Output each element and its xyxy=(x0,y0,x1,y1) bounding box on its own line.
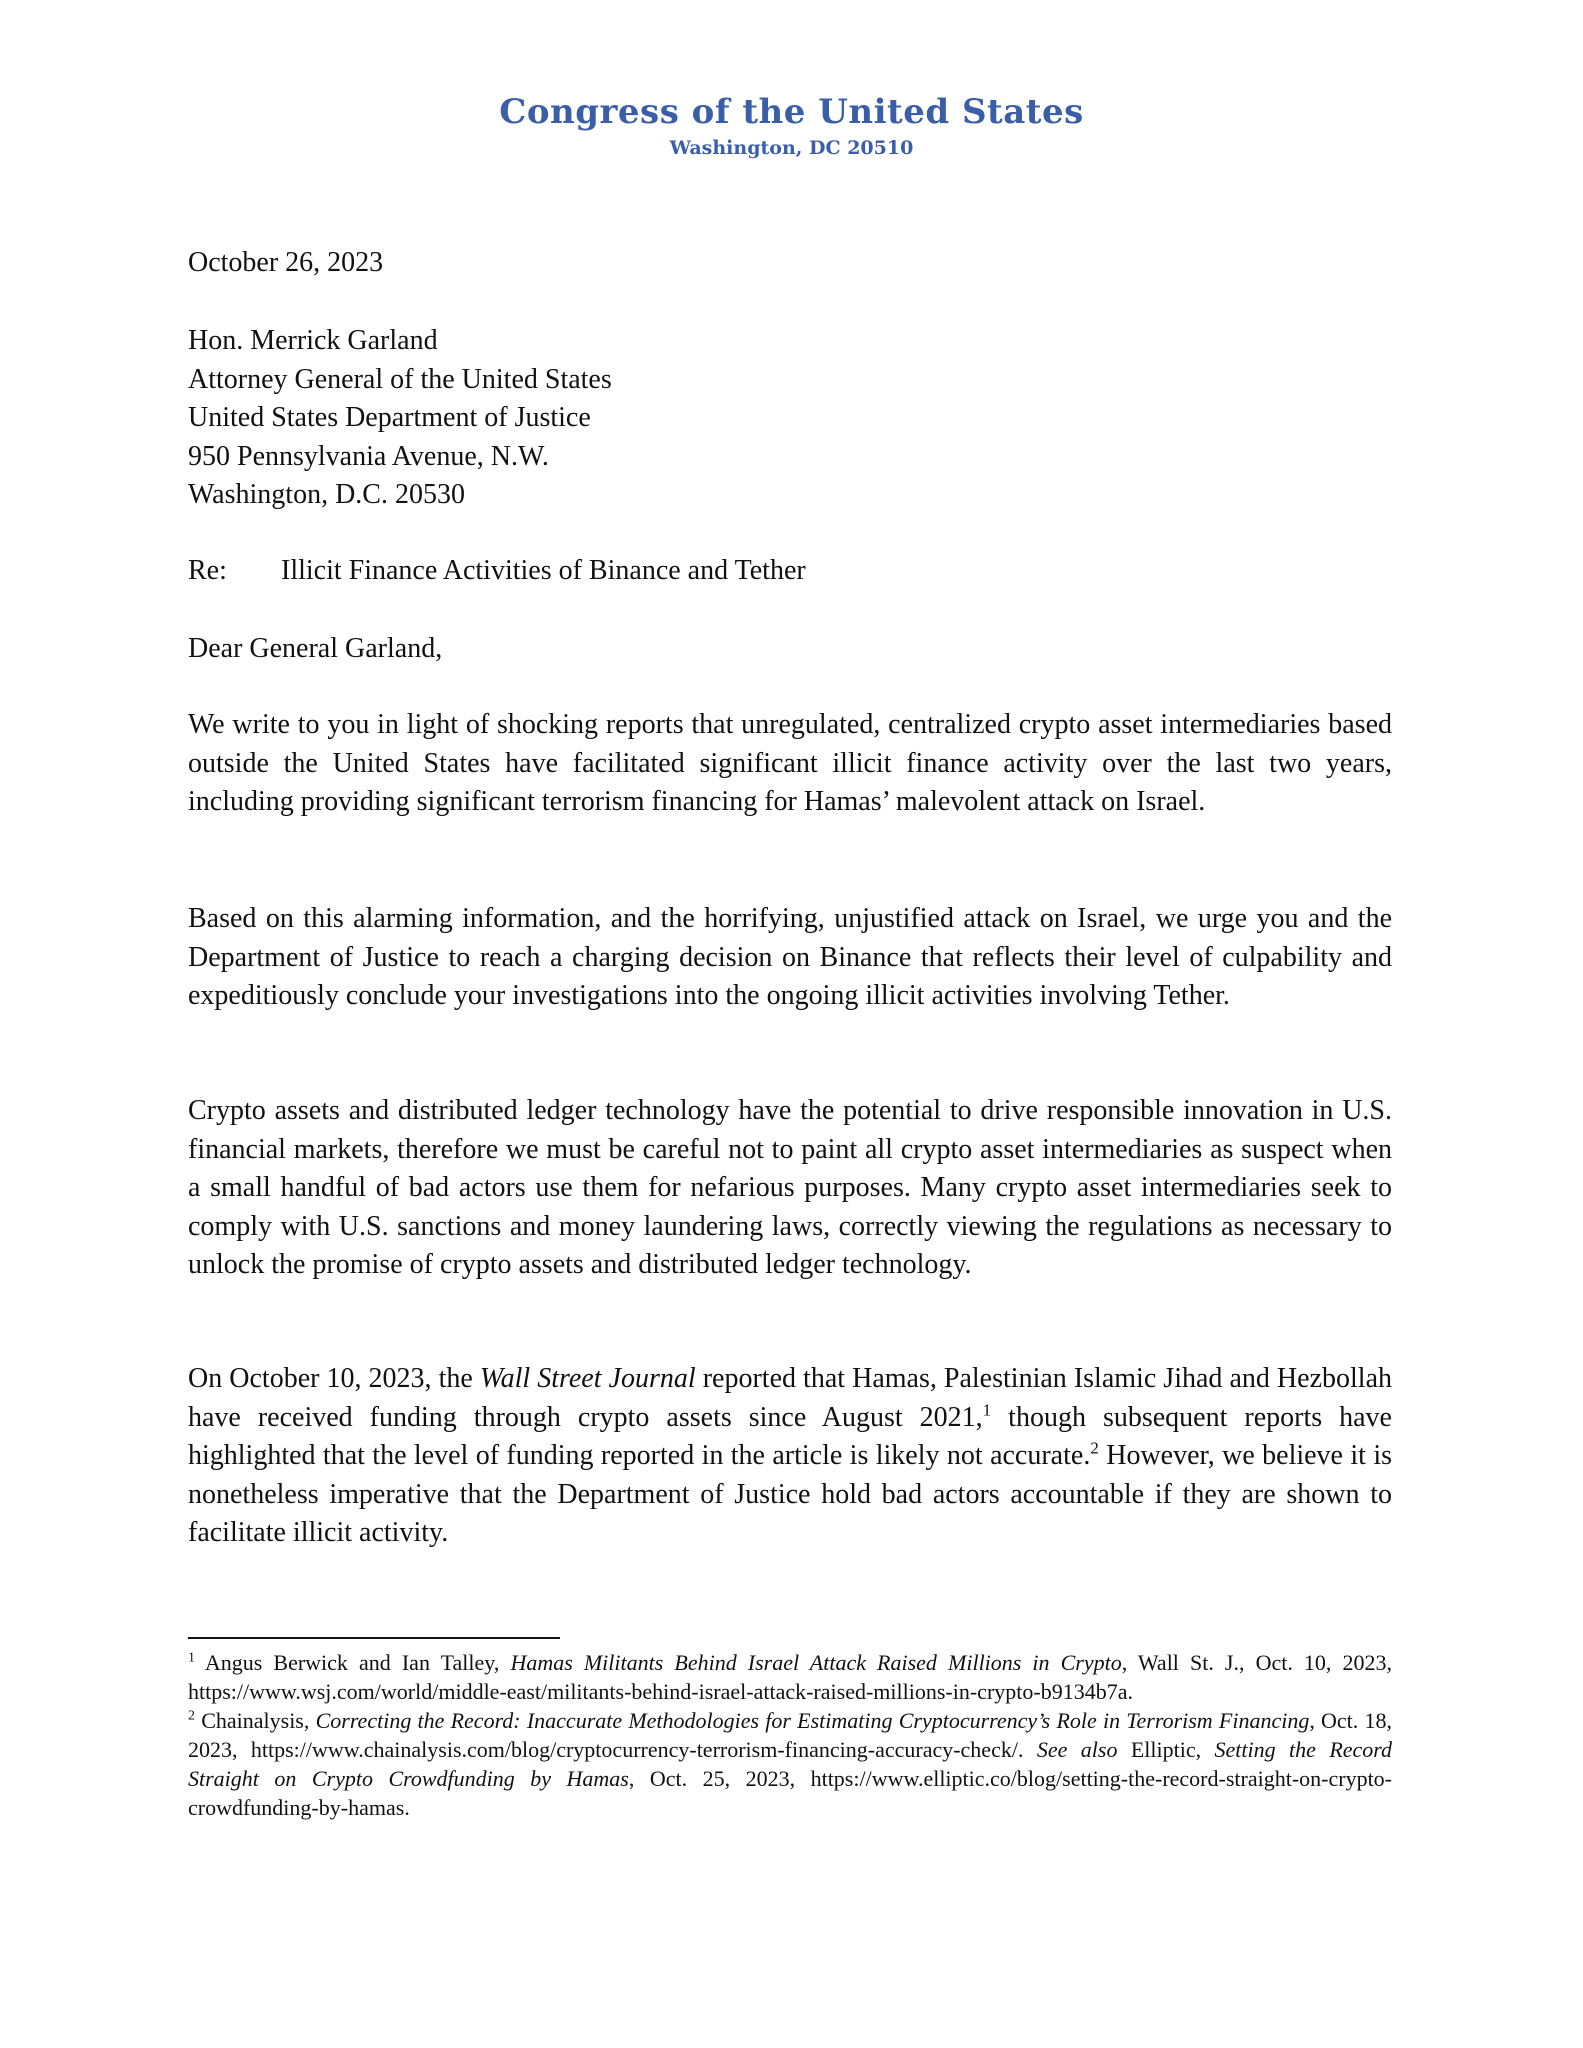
body-paragraph-4 xyxy=(188,1360,1392,1553)
footnote-2 xyxy=(188,1706,1392,1822)
footnote-title: Correcting the Record: Inaccurate Methodologies for Estimating Cryptocurrency’s Role in Terrorism Financing xyxy=(315,1708,1310,1733)
footnote-author: Chainalysis, xyxy=(195,1708,316,1733)
footnote-divider xyxy=(188,1637,560,1639)
footnote-details-2: , Oct. 25, 2023, https://www.elliptic.co/blog/setting-the-record-straight-on-crypto-crowdfunding-by-hamas. xyxy=(188,1766,1393,1820)
footnote-ref-1[interactable]: 1 xyxy=(982,1400,992,1420)
footnote-ref-2[interactable]: 2 xyxy=(1090,1438,1099,1458)
letterhead-title: Congress of the United States xyxy=(499,92,1084,132)
letterhead-subtitle: Washington, DC 20510 xyxy=(669,137,914,159)
address-line: United States Department of Justice xyxy=(188,402,591,433)
recipient-address xyxy=(188,322,1392,515)
address-line: Attorney General of the United States xyxy=(188,363,612,395)
letterhead xyxy=(0,92,1583,160)
paragraph-text: reported that Hamas, Palestinian Islamic Jihad and Hezbollah have received funding through crypto assets since August 2021, xyxy=(188,1363,1392,1433)
address-line: Washington, D.C. 20530 xyxy=(188,479,465,510)
body-paragraph-2: Based on this alarming information, and the horrifying, unjustified attack on Israel, we urge you and the Department of Justice to reach a charging decision on Binance that reflects their level of culpability and expeditiously conclude your investigations into the ongoing illicit activities involving Tether. xyxy=(188,903,1392,1011)
footnotes xyxy=(188,1648,1392,1822)
paragraph-text: However, we believe it is nonetheless imperative that the Department of Justice hold bad actors accountable if they are shown to facilitate illicit activity. xyxy=(188,1440,1392,1548)
paragraph-text: On October 10, 2023, the xyxy=(188,1363,480,1394)
footnote-source: , Wall St. J., Oct. 10, 2023, https://www.wsj.com/world/middle-east/militants-behind-israel-attack-raised-millions-in-crypto-b9134b7a. xyxy=(188,1650,1392,1704)
journal-name: Wall Street Journal xyxy=(479,1363,696,1394)
footnote-number: 2 xyxy=(188,1708,195,1724)
body-paragraph-1: We write to you in light of shocking reports that unregulated, centralized crypto asset intermediaries based outside the United States have facilitated significant illicit finance activity over the last two years, including providing significant terrorism financing for Hamas’ malevolent attack on Israel. xyxy=(188,709,1392,817)
subject-text: Illicit Finance Activities of Binance and Tether xyxy=(281,555,806,586)
address-line: Hon. Merrick Garland xyxy=(188,325,438,356)
footnote-author-2: Elliptic xyxy=(1117,1737,1196,1762)
address-line: 950 Pennsylvania Avenue, N.W. xyxy=(188,440,549,472)
footnote-authors: Angus Berwick and Ian Talley, xyxy=(195,1650,511,1675)
footnote-see-also: See also xyxy=(1036,1737,1118,1762)
footnote-title-2: Setting the Record Straight on Crypto Crowdfunding by Hamas xyxy=(188,1737,1393,1791)
footnote-comma: , xyxy=(1195,1737,1215,1762)
footnote-1 xyxy=(188,1648,1392,1706)
body-paragraph-3: Crypto assets and distributed ledger technology have the potential to drive responsible innovation in U.S. financial markets, therefore we must be careful not to paint all crypto asset intermediaries as suspect when a small handful of bad actors use them for nefarious purposes. Many crypto asset intermediaries seek to comply with U.S. sanctions and money laundering laws, correctly viewing the regulations as necessary to unlock the promise of crypto assets and distributed ledger technology. xyxy=(188,1095,1392,1280)
paragraph-text: though subsequent reports have highlighted that the level of funding reported in the article is likely not accurate. xyxy=(188,1401,1392,1471)
subject-label: Re: xyxy=(188,555,227,586)
salutation: Dear General Garland, xyxy=(188,633,443,664)
footnote-title: Hamas Militants Behind Israel Attack Raised Millions in Crypto xyxy=(510,1650,1122,1675)
footnote-details: , Oct. 18, 2023, https://www.chainalysis.com/blog/cryptocurrency-terrorism-financing-accuracy-check/. xyxy=(188,1708,1392,1762)
subject-line xyxy=(188,552,1392,591)
footnote-number: 1 xyxy=(188,1650,195,1666)
letter-date: October 26, 2023 xyxy=(188,247,384,278)
